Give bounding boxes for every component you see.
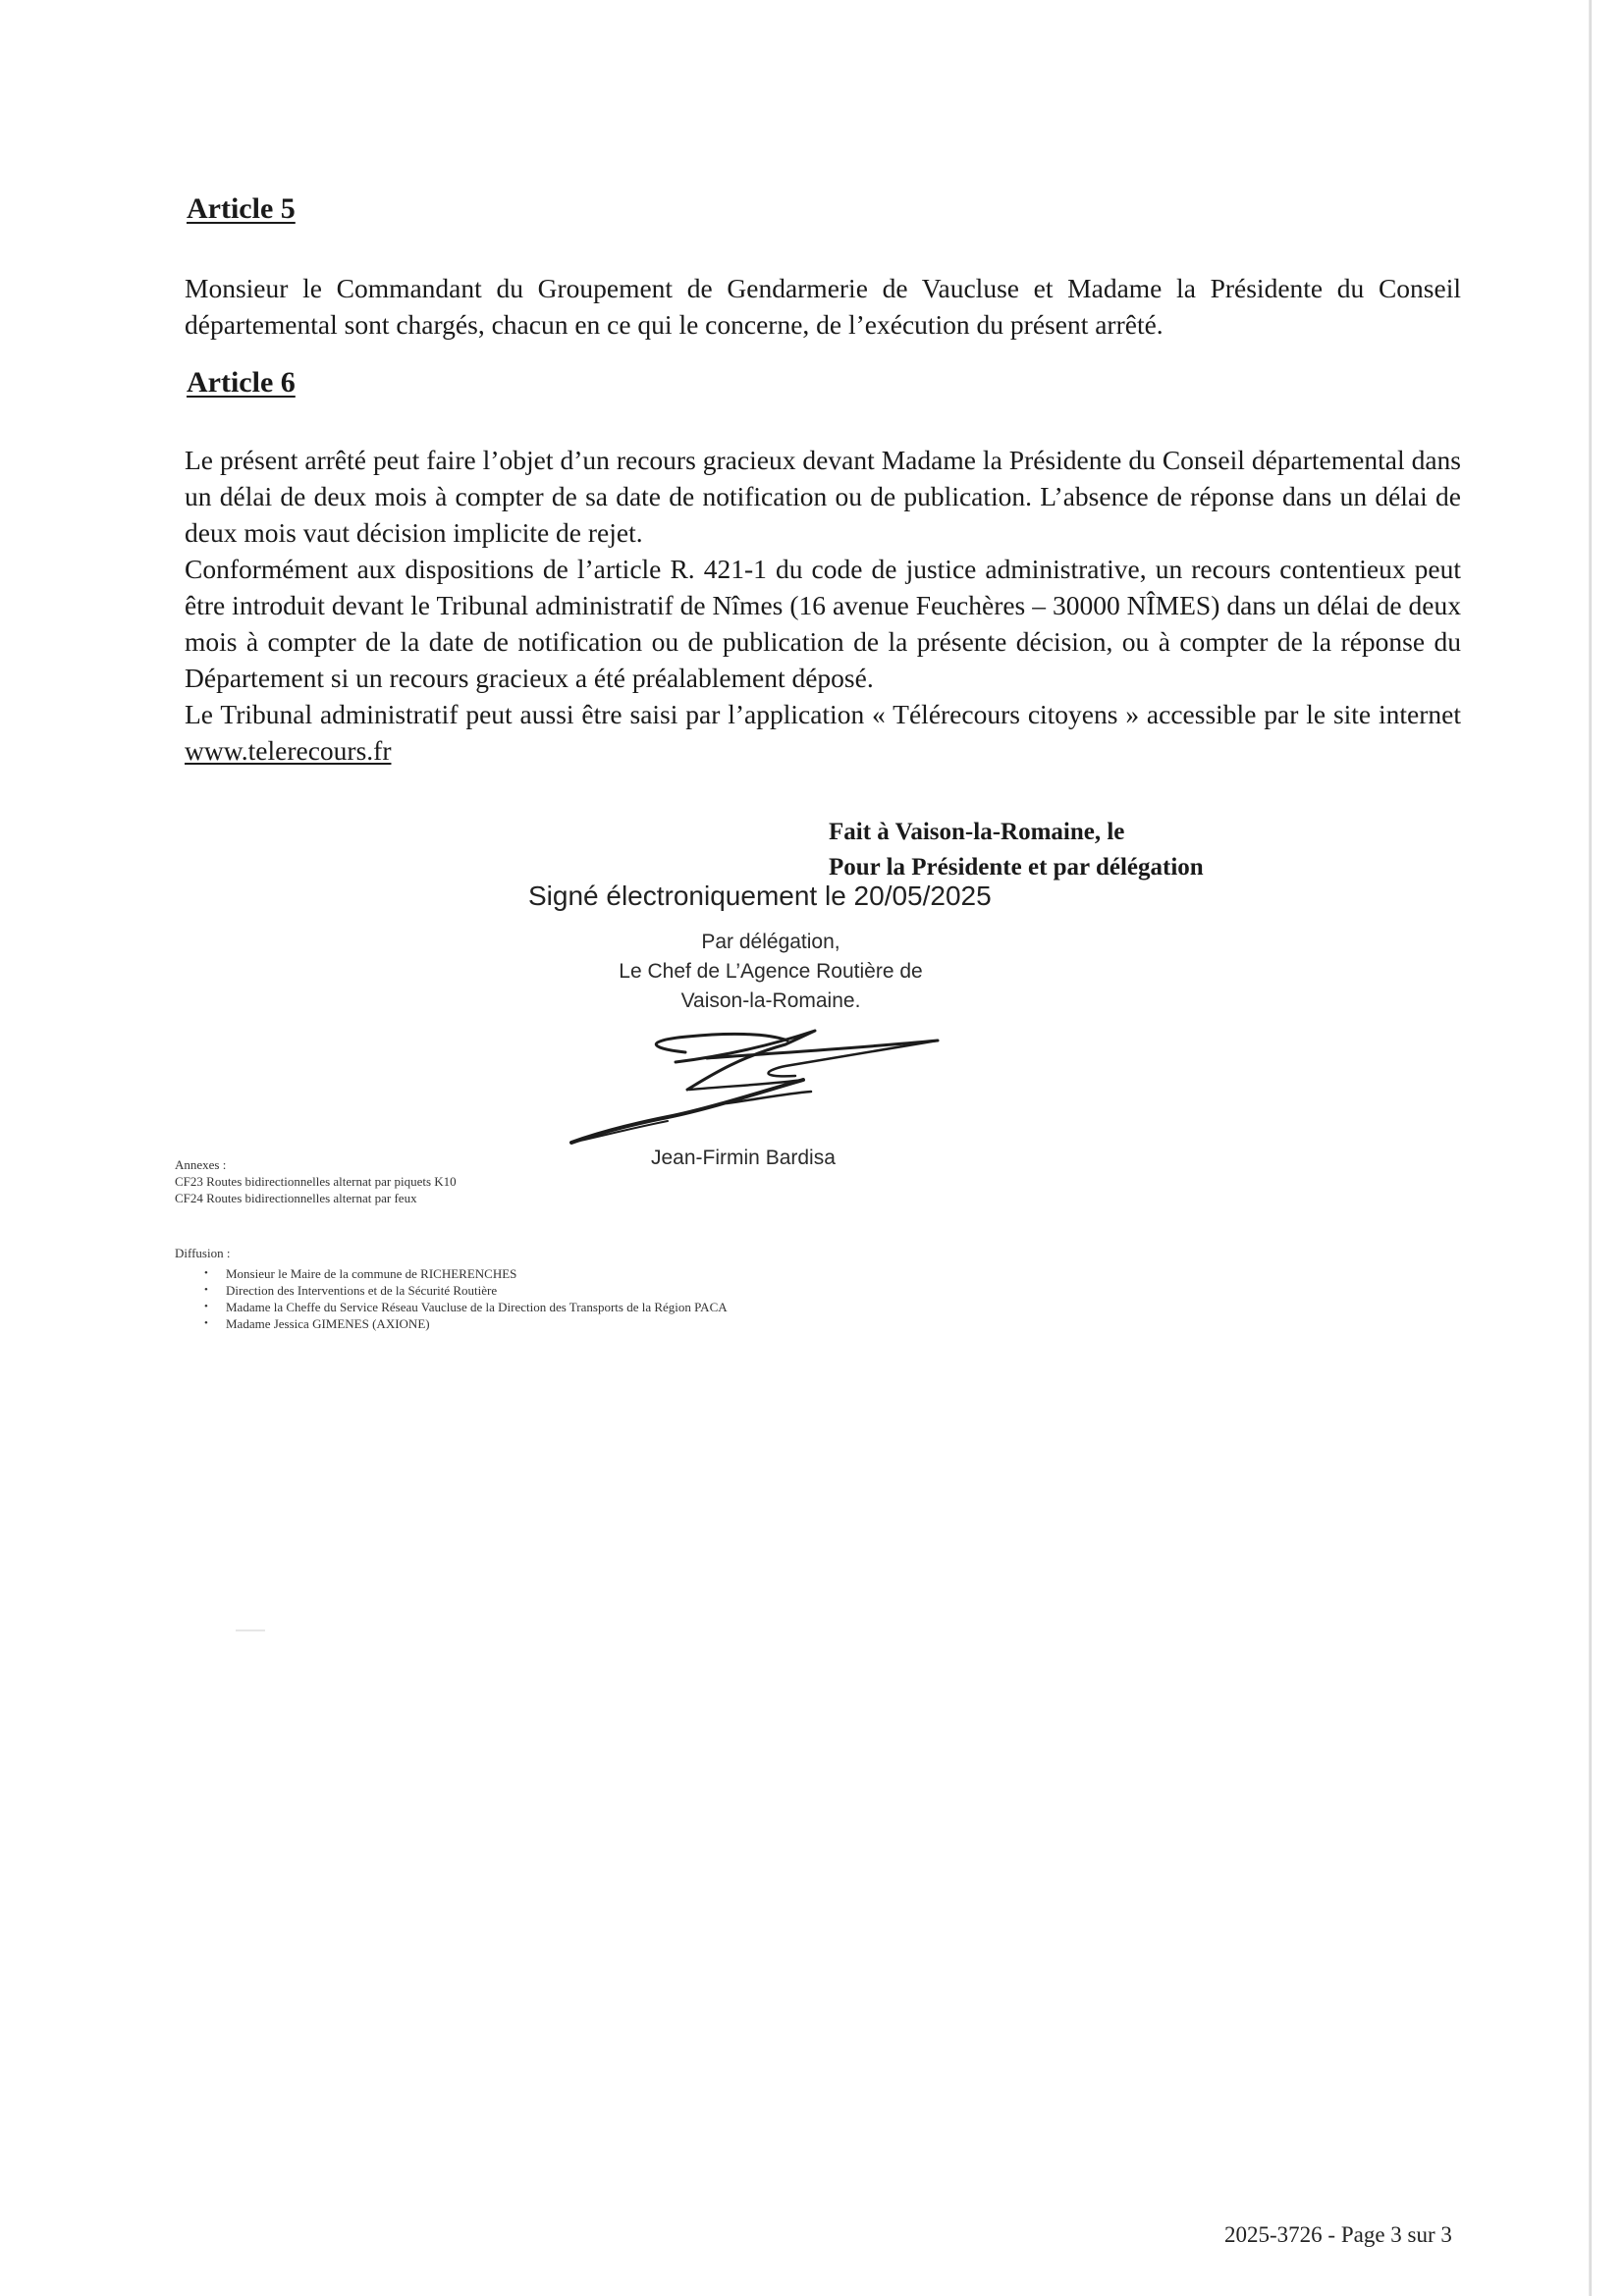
annexes-label: Annexes : [175,1157,227,1172]
role-line-1: Le Chef de L’Agence Routière de [619,960,923,983]
electronic-signature-stamp: Signé électroniquement le 20/05/2025 [528,881,992,911]
handwritten-signature [560,1019,952,1151]
par-delegation: Par délégation, [701,931,840,953]
place-line: Fait à Vaison-la-Romaine, le [829,819,1125,845]
article-5-heading: Article 5 [187,192,296,225]
diffusion-item: • Monsieur le Maire de la commune de RICHERENCHES [226,1265,728,1282]
delegation-line: Pour la Présidente et par délégation [829,854,1204,881]
article-5-body [185,270,1461,343]
article-5-text: Monsieur le Commandant du Groupement de Gendarmerie de Vaucluse et Madame la Présidente du Conseil départemental sont chargés, chacun en ce qui le concerne, de l’exécution du présent arrêté. [185,273,1461,340]
role-line-2: Vaison-la-Romaine. [680,989,861,1012]
article-6-heading: Article 6 [187,366,296,399]
diffusion-item: • Madame Jessica GIMENES (AXIONE) [226,1315,728,1332]
annex-item: CF24 Routes bidirectionnelles alternat par feux [175,1191,417,1205]
scan-artifact [236,1629,265,1631]
scan-edge [1589,0,1592,2296]
annexes-block [175,1156,457,1206]
article-6-body [185,442,1461,769]
article-6-paragraph-1: Le présent arrêté peut faire l’objet d’un recours gracieux devant Madame la Présidente du Conseil départemental dans un délai de deux mois à compter de sa date de notification ou de publication. L’absence de réponse dans un délai de deux mois vaut décision implicite de rejet. [185,445,1461,548]
signature-header [829,815,1204,885]
telerecours-link[interactable]: www.telerecours.fr [185,735,392,766]
diffusion-item: • Direction des Interventions et de la Sécurité Routière [226,1282,728,1299]
signer-role [550,928,992,1016]
article-6-paragraph-2: Conformément aux dispositions de l’article R. 421-1 du code de justice administrative, un recours contentieux peut être introduit devant le Tribunal administratif de Nîmes (16 avenue Feuchères – 30000 NÎMES) dans un délai de deux mois à compter de la date de notification ou de publication de la présente décision, ou à compter de la réponse du Département si un recours gracieux a été préalablement déposé. [185,554,1461,693]
diffusion-list [175,1265,728,1332]
page-footer: 2025-3726 - Page 3 sur 3 [1224,2222,1452,2247]
diffusion-item: • Madame la Cheffe du Service Réseau Vaucluse de la Direction des Transports de la Région PACA [226,1299,728,1315]
diffusion-label: Diffusion : [175,1246,231,1260]
annex-item: CF23 Routes bidirectionnelles alternat par piquets K10 [175,1174,457,1189]
diffusion-block [175,1245,728,1332]
signer-name: Jean-Firmin Bardisa [651,1147,836,1169]
article-6-paragraph-3 [185,696,1461,769]
article-6-paragraph-3-text: Le Tribunal administratif peut aussi être saisi par l’application « Télérecours citoyens » accessible par le site internet [185,699,1461,729]
